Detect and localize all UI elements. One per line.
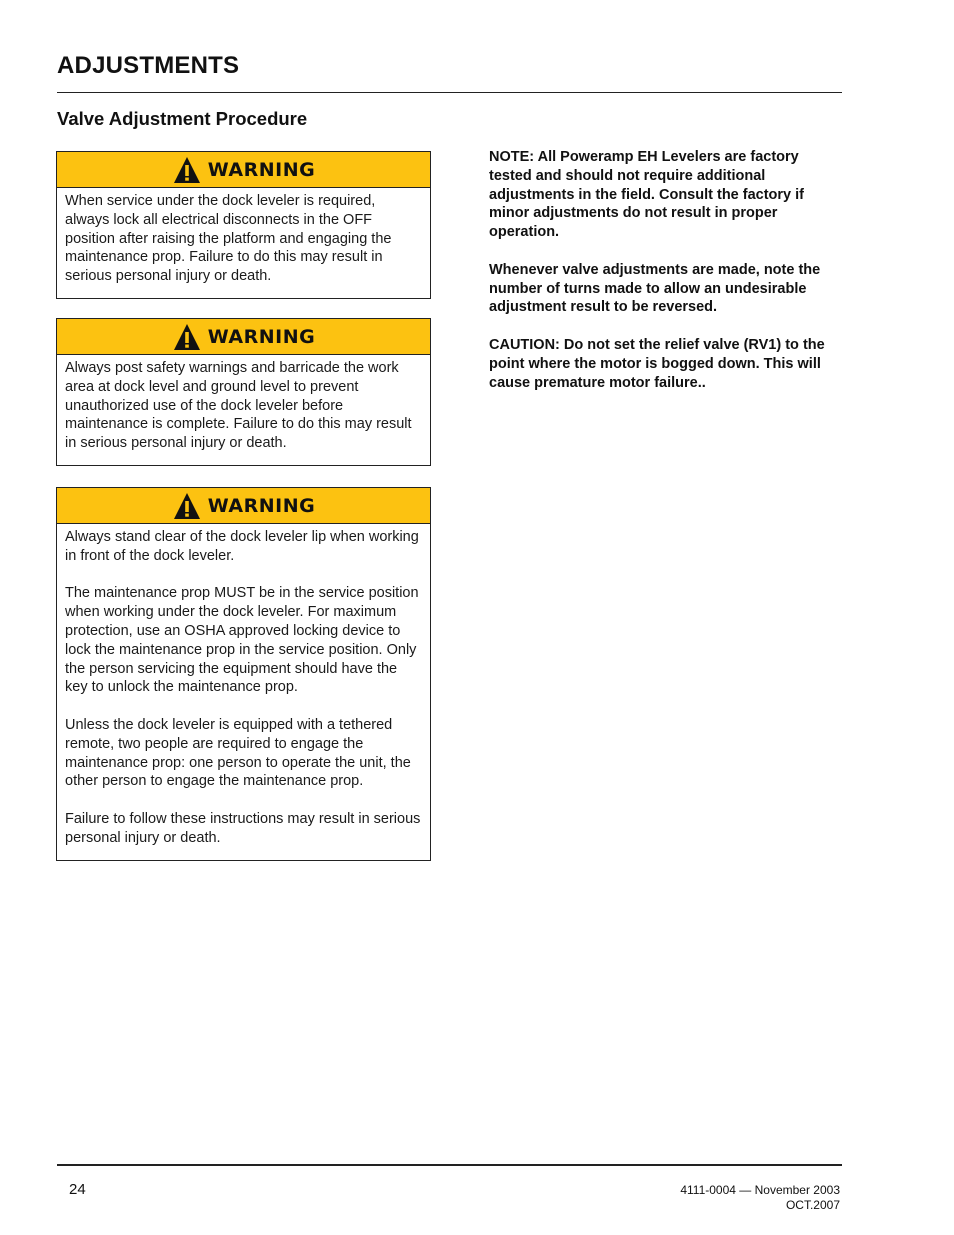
warning-box-1: [56, 151, 431, 299]
caution-relief-valve: CAUTION: Do not set the relief valve (RV1) to the point where the motor is bogged down. This will cause premature motor failure..: [489, 336, 825, 391]
warning-text: [57, 188, 430, 298]
warning-triangle-icon: [172, 155, 202, 185]
warning-label: WARNING: [207, 325, 316, 348]
warning-box-2: [56, 318, 431, 466]
warning-box-3: [56, 487, 431, 861]
warning-label: WARNING: [207, 494, 316, 517]
warning-paragraph: Unless the dock leveler is equipped with a tethered remote, two people are required to engage the maintenance prop: one person to operate the unit, the other person to engage the maintenance prop.: [65, 716, 411, 790]
warning-triangle-icon: [172, 491, 202, 521]
notes-column: [489, 148, 845, 411]
warning-triangle-icon: [172, 322, 202, 352]
document-reference: [680, 1183, 840, 1213]
warning-paragraph: Always post safety warnings and barricade the work area at dock level and ground level to prevent unauthorized use of the dock leveler before maintenance is complete. Failure to do this may result in serious personal injury or death.: [65, 360, 412, 452]
warning-header: [57, 319, 430, 355]
warning-header: [57, 152, 430, 188]
header-rule: [57, 92, 842, 93]
note-factory-tested: NOTE: All Poweramp EH Levelers are factory tested and should not require additional adjustments in the field. Consult the factory if minor adjustments do not result in proper operation.: [489, 149, 804, 241]
warning-header: [57, 488, 430, 524]
section-heading: Valve Adjustment Procedure: [57, 108, 308, 129]
warning-text: [57, 524, 430, 860]
note-valve-turns: Whenever valve adjustments are made, note the number of turns made to allow an undesirable adjustment result to be reversed.: [489, 261, 821, 316]
warning-paragraph: Failure to follow these instructions may result in serious personal injury or death.: [65, 810, 421, 846]
page-title: ADJUSTMENTS: [57, 52, 240, 79]
warning-paragraph: Always stand clear of the dock leveler lip when working in front of the dock leveler.: [65, 529, 419, 564]
page-number: 24: [69, 1181, 86, 1198]
doc-number-date: 4111-0004 — November 2003: [680, 1183, 840, 1197]
warning-paragraph: The maintenance prop MUST be in the service position when working under the dock leveler. For maximum protection, use an OSHA approved locking device to lock the maintenance prop in the service position. Only the person servicing the equipment should have the key to unlock the maintenance prop.: [65, 585, 419, 696]
warning-label: WARNING: [207, 158, 316, 181]
footer-rule: [57, 1164, 842, 1166]
warning-paragraph: When service under the dock leveler is required, always lock all electrical disconnects in the OFF position after raising the platform and engaging the maintenance prop. Failure to do this may result in serious personal injury or death.: [65, 193, 392, 285]
revision-date: OCT.2007: [785, 1198, 840, 1212]
warning-text: [57, 355, 430, 465]
